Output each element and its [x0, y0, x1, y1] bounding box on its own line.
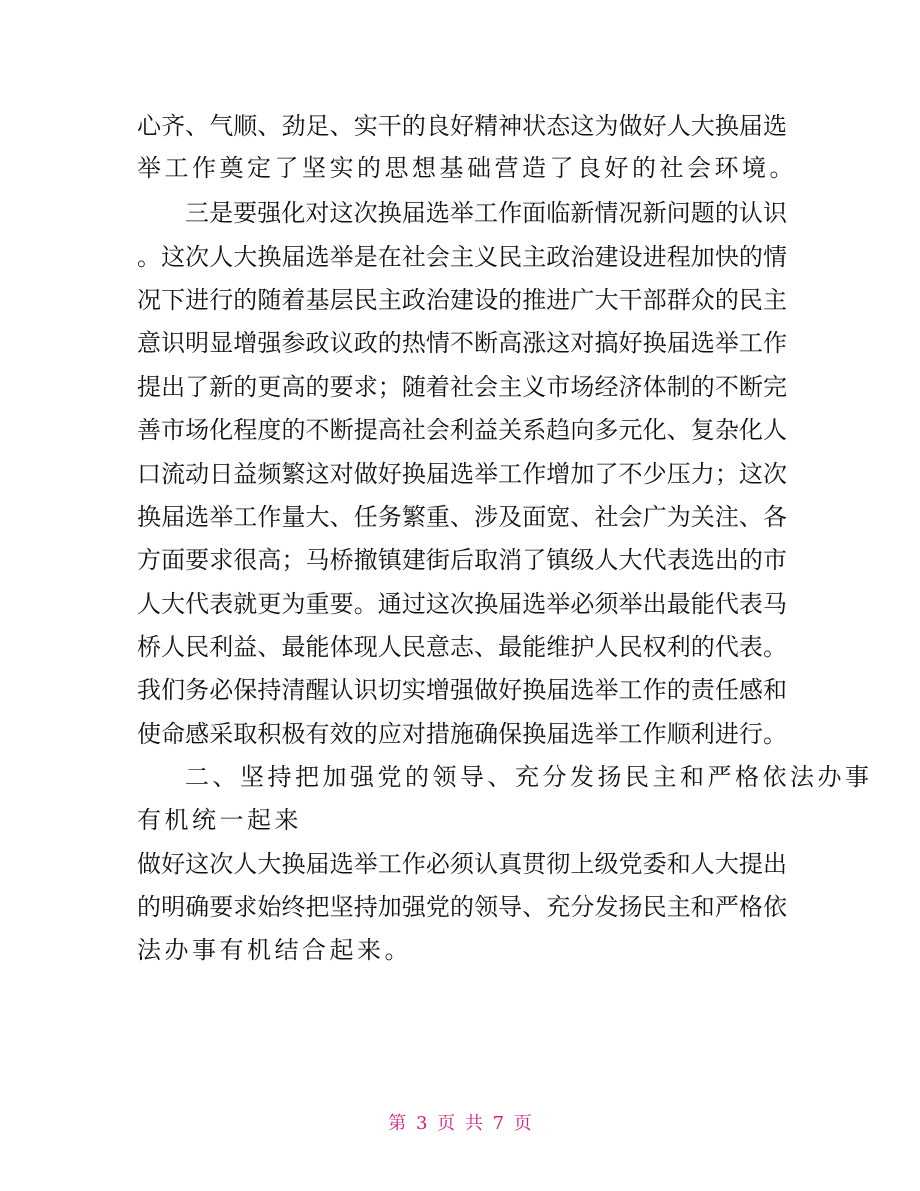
- text-line-9: 口流动日益频繁这对做好换届选举工作增加了不少压力；这次: [137, 460, 787, 488]
- text-line-19: 的明确要求始终把坚持加强党的领导、充分发扬民主和严格依: [137, 893, 787, 921]
- paragraph-3-first-line: 三是要强化对这次换届选举工作面临新情况新问题的认识: [185, 199, 787, 227]
- footer-ye-end: 页: [513, 1113, 532, 1134]
- text-line-13: 桥人民利益、最能体现人民意志、最能维护人民权利的代表。: [137, 633, 787, 661]
- footer-ye: 页: [437, 1113, 456, 1134]
- footer-total-pages: 7: [492, 1113, 505, 1134]
- text-line-2: 举工作奠定了坚实的思想基础营造了良好的社会环境。: [137, 154, 797, 182]
- text-line-12: 人大代表就更为重要。通过这次换届选举必须举出最能代表马: [137, 590, 787, 618]
- text-line-1: 心齐、气顺、劲足、实干的良好精神状态这为做好人大换届选: [137, 112, 787, 140]
- section-heading: 二、坚持把加强党的领导、充分发扬民主和严格依法办事: [185, 763, 873, 791]
- section-heading-continuation: 有机统一起来: [137, 806, 302, 834]
- page-footer: [0, 1112, 920, 1136]
- footer-di: 第: [388, 1113, 407, 1134]
- text-line-15: 使命感采取积极有效的应对措施确保换届选举工作顺利进行。: [137, 720, 787, 748]
- text-line-10: 换届选举工作量大、任务繁重、涉及面宽、社会广为关注、各: [137, 503, 787, 531]
- footer-page-number: 3: [415, 1113, 428, 1134]
- footer-gong: 共: [464, 1113, 483, 1134]
- text-line-14: 我们务必保持清醒认识切实增强做好换届选举工作的责任感和: [137, 676, 787, 704]
- text-line-11: 方面要求很高；马桥撤镇建街后取消了镇级人大代表选出的市: [137, 546, 787, 574]
- text-line-20: 法办事有机结合起来。: [137, 936, 412, 964]
- text-line-7: 提出了新的更高的要求；随着社会主义市场经济体制的不断完: [137, 373, 787, 401]
- text-line-5: 况下进行的随着基层民主政治建设的推进广大干部群众的民主: [137, 286, 787, 314]
- text-line-18: 做好这次人大换届选举工作必须认真贯彻上级党委和人大提出: [137, 850, 787, 878]
- text-line-6: 意识明显增强参政议政的热情不断高涨这对搞好换届选举工作: [137, 329, 787, 357]
- text-line-4: 。这次人大换届选举是在社会主义民主政治建设进程加快的情: [137, 243, 787, 271]
- text-line-8: 善市场化程度的不断提高社会利益关系趋向多元化、复杂化人: [137, 416, 787, 444]
